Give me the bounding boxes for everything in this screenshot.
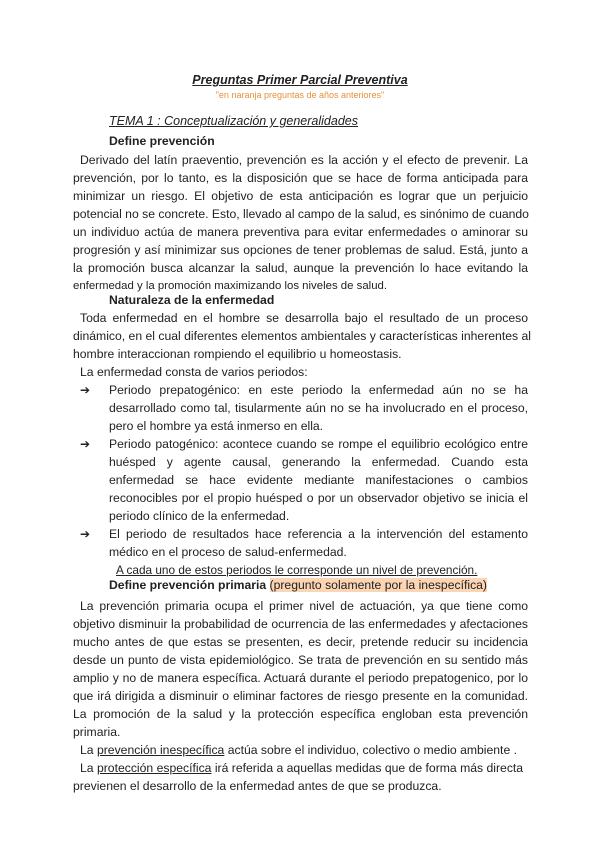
bullet-line: pero el hombre ya está inmerso en ella. [109,419,324,433]
bullet-line: enfermedad se hace evidente mediante manifestaciones o cambios [109,473,528,487]
paragraph-line: primaria. [73,725,121,739]
paragraph-line: desde un punto de vista epidemiológico. Se trata de prevención en su sentido más [73,653,528,667]
paragraph-line [80,759,523,777]
text-span: La [80,761,97,775]
text-span: La [80,743,97,757]
term-prevencion-inespecifica: prevención inespecífica [96,743,225,757]
arrow-bullet-icon: ➔ [80,527,91,541]
paragraph-line: objetivo disminuir la probabilidad de ocurrencia de las enfermedades y afectaciones [73,617,528,631]
paragraph-line: dinámico, en el cual diferentes elementos ambientales y características inherentes al [73,329,531,343]
bullet-line: huésped y agente causal, generando la enfermedad. Cuando esta [109,455,528,469]
text-span: irá referida a aquellas medidas que de forma más directa [211,761,524,775]
paragraph-line: Derivado del latín praeventio, prevención es la acción y el efecto de prevenir. La [80,153,528,167]
paragraph-line: prevención, por lo tanto, es la disposición que se hace de forma anticipada para [73,171,528,185]
centered-statement: A cada uno de estos periodos le corresponde un nivel de prevención. [116,563,478,577]
question-heading-text: Define prevención primaria [109,578,267,592]
bullet-line: desarrollado como tal, tisularmente aún no se ha involucrado en el proceso, [109,401,528,415]
paragraph-line: Toda enfermedad en el hombre se desarrolla bajo el resultado de un proceso [80,311,528,325]
bullet-line: periodo clínico de la enfermedad. [109,509,290,523]
question-heading: Naturaleza de la enfermedad [109,293,275,307]
arrow-bullet-icon: ➔ [80,437,91,451]
bullet-line: Periodo patogénico: acontece cuando se rompe el equilibrio ecológico entre [109,437,528,451]
paragraph-line: enfermedad y la promoción maximizando los niveles de salud. [73,280,388,292]
paragraph-line: un individuo actúa de manera preventiva para evitar enfermedades o aminorar su [73,225,528,239]
question-heading [109,578,487,592]
document-title: Preguntas Primer Parcial Preventiva [192,73,408,87]
bullet-line: Periodo prepatogénico: en este periodo la enfermedad aún no se ha [109,383,528,397]
paragraph-line: la promoción busca alcanzar la salud, aunque la prevención lo hace evitando la [73,261,528,275]
paragraph-line: La promoción de la salud y la protección específica engloban esta prevención [73,707,528,721]
paragraph-line: que irá dirigida a disminuir o eliminar factores de riesgo presente en la comunidad. [73,689,528,703]
paragraph-line: amplio y no de manera específica. Actuará durante el periodo prepatogenico, por lo [73,671,528,685]
question-heading: Define prevención [109,134,215,148]
bullet-line: reconocibles por el propio huésped o por un observador objetivo se inicia el [109,491,528,505]
paragraph-line [80,741,517,759]
paragraph-line: potencial no se concrete. Esto, llevado al campo de la salud, es sinónimo de cuando [73,207,529,221]
section-heading: TEMA 1 : Conceptualización y generalidades [109,114,358,128]
bullet-line: El periodo de resultados hace referencia a la intervención del estamento [109,527,528,541]
document-subtitle: "en naranja preguntas de años anteriores" [215,90,385,100]
highlighted-note: (pregunto solamente por la inespecífica) [269,578,487,592]
paragraph-line: minimizar un riesgo. El objetivo de esta anticipación es lograr que un perjuicio [73,189,528,203]
paragraph-line: La prevención primaria ocupa el primer nivel de actuación, ya que tiene como [80,599,528,613]
paragraph-line: previenen el desarrollo de la enfermedad antes de que se produzca. [73,779,442,793]
bullet-line: médico en el proceso de salud-enfermedad. [109,545,347,559]
paragraph-line: mucho antes de que estas se presenten, es decir, pretende reducir su incidencia [73,635,528,649]
text-span: actúa sobre el individuo, colectivo o medio ambiente . [224,743,517,757]
paragraph-line: hombre interaccionan rompiendo el equilibrio u homeostasis. [73,347,402,361]
term-proteccion-especifica: protección específica [96,761,212,775]
paragraph-line: progresión y así minimizar sus opciones de tener problemas de salud. Está, junto a [73,243,528,257]
arrow-bullet-icon: ➔ [80,383,91,397]
paragraph-line: La enfermedad consta de varios periodos: [80,365,308,379]
